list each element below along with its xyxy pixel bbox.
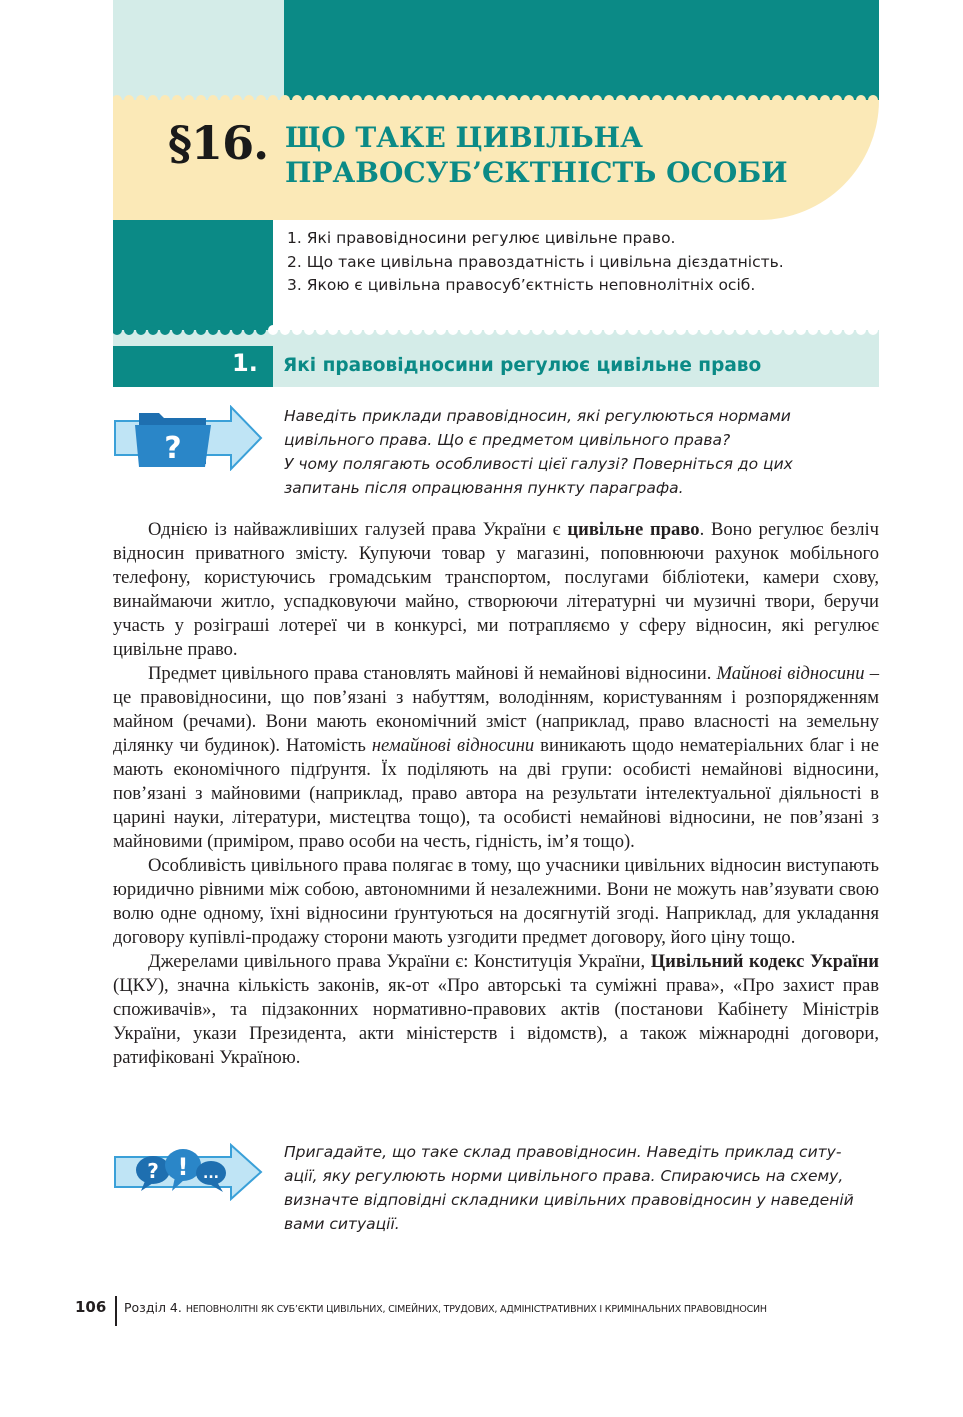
subsection-title: Які правовідносини регулює цивільне право xyxy=(283,355,762,376)
paragraph-3: Особливість цивільного права полягає в тому, що учасники цивільних відносин виступають юридично рівними між собою, автономними й незалежними. Вони не можуть нав’язувати свою волю одне одному, їхні відносини ґрунтуються на досягнутій згоді. Наприклад, для укладання договору купівлі-продажу сторони мають узгодити предмет договору, його ціну тощо. xyxy=(113,855,879,948)
term-civil-law: цивільне право xyxy=(567,519,700,540)
question-line: Наведіть приклади правовідносин, які регулюються нормами xyxy=(284,407,791,425)
section-title-line-1: ЩО ТАКЕ ЦИВІЛЬНА xyxy=(285,121,643,154)
paragraph-1 xyxy=(113,518,879,662)
paragraph-4 xyxy=(113,950,879,1070)
chapter-label: Розділ 4. xyxy=(124,1300,186,1315)
section-number: §16. xyxy=(168,116,269,170)
text-run: Однією із найважливіших галузей права України є xyxy=(148,519,568,540)
plan-item: 3. Якою є цивільна правосуб’єктність неповнолітніх осіб. xyxy=(287,276,756,294)
term-property-relations: Майнові відносини xyxy=(716,663,865,684)
plan-teal-block xyxy=(113,220,273,325)
plan-item: 1. Які правовідносини регулює цивільне право. xyxy=(287,229,676,247)
task-line: визначте відповідні складники цивільних правовідносин у наведеній xyxy=(284,1191,854,1209)
text-run: – це правовідносини, що пов’язані з набуттям, володінням, користуванням і розпорядженням майном (речами). Вони мають економічний зміст (наприклад, право власності на земельну ділянку чи будинок). Натомість xyxy=(113,663,880,756)
text-run: Джерелами цивільного права України є: Конституція України, xyxy=(148,951,651,972)
plan-item: 2. Що таке цивільна правоздатність і цивільна дієздатність. xyxy=(287,252,784,271)
question-line: запитань після опрацювання пункту параграфа. xyxy=(284,479,684,497)
term-non-property-relations: немайнові відносини xyxy=(371,735,535,756)
text-run: Предмет цивільного права становлять майнові й немайнові відносини. xyxy=(148,663,717,684)
section-title xyxy=(285,120,845,190)
footer-divider xyxy=(115,1296,117,1326)
svg-text:?: ? xyxy=(147,1159,159,1183)
term-civil-code: Цивільний кодекс України xyxy=(650,951,880,972)
header-mint-block xyxy=(113,0,285,100)
running-footer xyxy=(124,1300,767,1315)
task-line: вами ситуації. xyxy=(284,1215,400,1233)
task-line: Пригадайте, що таке склад правовідносин. Наведіть приклад ситу- xyxy=(284,1143,842,1161)
task-line: ації, яку регулюють норми цивільного права. Спираючись на схему, xyxy=(284,1167,844,1185)
scalloped-edge xyxy=(113,93,879,107)
subsection-number: 1. xyxy=(232,349,258,377)
text-run: (ЦКУ), значна кількість законів, як-от «Про авторські та суміжні права», «Про захист прав споживачів», та підзаконних нормативно-правових актів (постанови Кабінету Міністрів України, укази Президента, акти міністерств і відомств), а також міжнародні договори, ратифіковані Україною. xyxy=(113,975,879,1068)
page-number: 106 xyxy=(75,1298,107,1316)
header-teal-block xyxy=(284,0,879,100)
section-title-line-2: ПРАВОСУБ’ЄКТНІСТЬ ОСОБИ xyxy=(285,156,788,189)
paragraph-2 xyxy=(113,662,879,854)
task-prompt xyxy=(284,1140,874,1236)
section-plan-list xyxy=(287,227,784,298)
svg-text:?: ? xyxy=(164,431,182,466)
svg-text:!: ! xyxy=(177,1153,189,1181)
question-line: У чому полягають особливості цієї галузі? Поверніться до цих xyxy=(284,455,793,473)
question-prompt xyxy=(284,404,874,500)
chapter-title: НЕПОВНОЛІТНІ ЯК СУБ’ЄКТИ ЦИВІЛЬНИХ, СІМЕЙНИХ, ТРУДОВИХ, АДМІНІСТРАТИВНИХ І КРИМІНАЛЬНИХ ПРАВОВІДНОСИН xyxy=(185,1304,767,1315)
text-run: . Воно регулює безліч відносин приватного змісту. Купуючи товар у магазині, поповнюючи рахунок мобільного телефону, користуючись громадським транспортом, послугами бібліотеки, камери схову, винаймаючи житло, успадковуючи майно, створюючи літературні чи музичні твори, беручи участь у розіграші лотереї чи в конкурсі, ми потрапляємо у сферу відносин, які регулює цивільне право. xyxy=(113,519,880,660)
discussion-bubbles-icon xyxy=(113,1143,263,1201)
text-run: виникають щодо нематеріальних благ і не мають економічного підґрунтя. Їх поділяють на дві групи: особисті немайнові відносини, пов’язані з майновими (наприклад, право автора на результати інтелектуальної діяльності в царині науки, літератури, мистецтва тощо), та особисті немайнові відносини, не пов’язані з майновими (приміром, право особи на честь, гідність, ім’я тощо). xyxy=(113,735,880,852)
svg-text:...: ... xyxy=(203,1166,219,1182)
question-folder-icon xyxy=(113,405,263,471)
question-line: цивільного права. Що є предметом цивільного права? xyxy=(284,431,731,449)
body-text xyxy=(113,518,879,1070)
